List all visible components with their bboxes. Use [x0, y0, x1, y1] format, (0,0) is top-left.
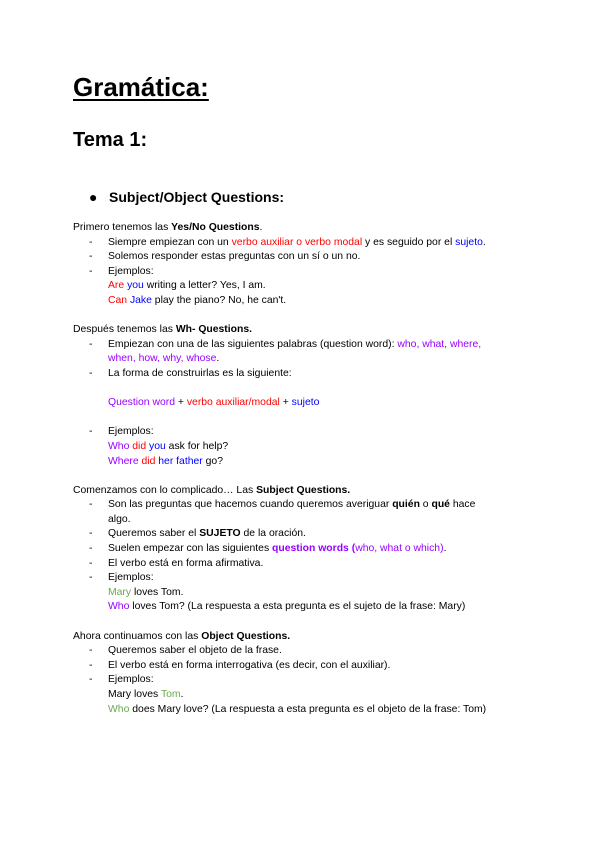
text: Ejemplos: [108, 572, 154, 584]
dash-bullet: - [89, 426, 93, 438]
page-title: Gramática: [73, 72, 209, 102]
list-item [73, 571, 523, 586]
list-item [73, 659, 523, 674]
topic-heading: Tema 1: [73, 129, 148, 151]
list-item [73, 498, 523, 513]
yesno-intro [73, 221, 523, 236]
bold-term: Object Questions. [201, 630, 291, 642]
dash-bullet: - [89, 265, 93, 277]
spacer [73, 615, 523, 630]
spacer [73, 411, 523, 426]
text: Queremos saber el [108, 528, 200, 540]
text: Empiezan con una de las siguientes palabras (question word): [108, 338, 398, 350]
list-item-continuation [73, 513, 523, 528]
dash-bullet: - [89, 674, 93, 686]
red-term: Are [108, 280, 125, 292]
example-line [73, 688, 523, 703]
text: Ejemplos: [108, 426, 154, 438]
blue-term: sujeto [291, 397, 320, 409]
list-item [73, 367, 523, 382]
blue-term: you [149, 440, 166, 452]
bold-term: Subject Questions. [256, 484, 351, 496]
dash-bullet: - [89, 572, 93, 584]
text: o [419, 499, 432, 511]
text: . [443, 543, 447, 555]
dash-bullet: - [89, 367, 93, 379]
text: de la oración. [240, 528, 306, 540]
text: y es seguido por el [362, 236, 456, 248]
example-line [73, 703, 523, 718]
purple-term: Who [108, 440, 130, 452]
bold-term: qué [431, 499, 450, 511]
text: loves Tom. [131, 586, 184, 598]
subject-intro [73, 484, 523, 499]
purple-bold-term: question words ( [272, 543, 356, 555]
dash-bullet: - [89, 528, 93, 540]
example-line [73, 294, 523, 309]
text: Queremos saber el objeto de la frase. [108, 645, 282, 657]
section-heading-text: Subject/Object Questions: [109, 189, 285, 205]
text: Ejemplos: [108, 265, 154, 277]
text: + [175, 397, 187, 409]
bullet-dot-icon: ● [89, 189, 98, 205]
purple-term: who, what, where, [397, 338, 482, 350]
spacer [73, 382, 523, 397]
red-term: did [132, 440, 147, 452]
dash-bullet: - [89, 338, 93, 350]
spacer [73, 309, 523, 324]
text: ask for help? [165, 440, 229, 452]
bold-term: Yes/No Questions [171, 222, 260, 233]
green-term: Mary [108, 586, 132, 598]
text: Primero tenemos las [73, 222, 172, 233]
dash-bullet: - [89, 236, 93, 248]
text: Después tenemos las [73, 324, 176, 336]
dash-bullet: - [89, 659, 93, 671]
section-heading [89, 187, 284, 207]
text: Solemos responder estas preguntas con un sí o un no. [108, 251, 361, 263]
text: writing a letter? Yes, I am. [143, 280, 266, 292]
text: Ahora continuamos con las [73, 630, 202, 642]
red-term: did [141, 455, 156, 467]
example-line [73, 586, 523, 601]
text: go? [202, 455, 223, 467]
blue-term: Jake [129, 294, 152, 306]
text: Comenzamos con lo complicado… Las [73, 484, 257, 496]
purple-term: when, how, why, whose [108, 353, 217, 365]
dash-bullet: - [89, 645, 93, 657]
text: does Mary love? (La respuesta a esta pregunta es el objeto de la frase: Tom) [129, 703, 487, 715]
purple-term: who, what o which) [355, 543, 444, 555]
spacer [73, 469, 523, 484]
bold-term: Wh- Questions. [175, 324, 253, 336]
text: . [482, 236, 486, 248]
list-item-continuation [73, 352, 523, 367]
example-line [73, 279, 523, 294]
formula-line [73, 396, 523, 411]
red-term: verbo auxiliar o verbo modal [231, 236, 363, 248]
blue-term: you [127, 280, 144, 292]
list-item [73, 265, 523, 280]
text: hace [449, 499, 476, 511]
dash-bullet: - [89, 557, 93, 569]
purple-term: Question word [108, 397, 175, 409]
bold-term: quién [392, 499, 420, 511]
example-line [73, 455, 523, 470]
text: Mary loves [108, 689, 161, 700]
text: play the piano? No, he can't. [151, 294, 287, 306]
text: + [279, 397, 292, 409]
object-intro [73, 630, 523, 645]
text: . [216, 353, 220, 365]
bold-term: SUJETO [199, 528, 241, 540]
list-item [73, 527, 523, 542]
dash-bullet: - [89, 251, 93, 263]
example-line [73, 440, 523, 455]
blue-term: sujeto [455, 236, 483, 248]
green-term: Tom [160, 689, 181, 700]
purple-term: Where [108, 455, 139, 467]
green-term: Who [108, 703, 130, 715]
list-item [73, 250, 523, 265]
red-term: verbo auxiliar/modal [186, 397, 280, 409]
wh-intro [73, 323, 523, 338]
list-item [73, 425, 523, 440]
text: algo. [108, 513, 131, 525]
list-item [73, 673, 523, 688]
list-item [73, 338, 523, 353]
list-item [73, 557, 523, 572]
list-item [73, 644, 523, 659]
blue-term: her father [158, 455, 203, 467]
list-item [73, 542, 523, 557]
document-body [73, 221, 523, 717]
dash-bullet: - [89, 543, 93, 555]
text: El verbo está en forma afirmativa. [108, 557, 264, 569]
text: Ejemplos: [108, 674, 154, 686]
red-term: Can [108, 294, 128, 306]
text: Son las preguntas que hacemos cuando queremos averiguar [108, 499, 393, 511]
dash-bullet: - [89, 499, 93, 511]
text: Suelen empezar con las siguientes [108, 543, 273, 555]
text: Siempre empiezan con un [108, 236, 232, 248]
text: La forma de construirlas es la siguiente: [108, 367, 292, 379]
text: . [180, 689, 184, 700]
example-line [73, 600, 523, 615]
text: . [259, 222, 263, 233]
purple-term: Who [108, 601, 130, 613]
text: loves Tom? (La respuesta a esta pregunta es el sujeto de la frase: Mary) [129, 601, 466, 613]
list-item [73, 236, 523, 251]
text: El verbo está en forma interrogativa (es decir, con el auxiliar). [108, 659, 391, 671]
